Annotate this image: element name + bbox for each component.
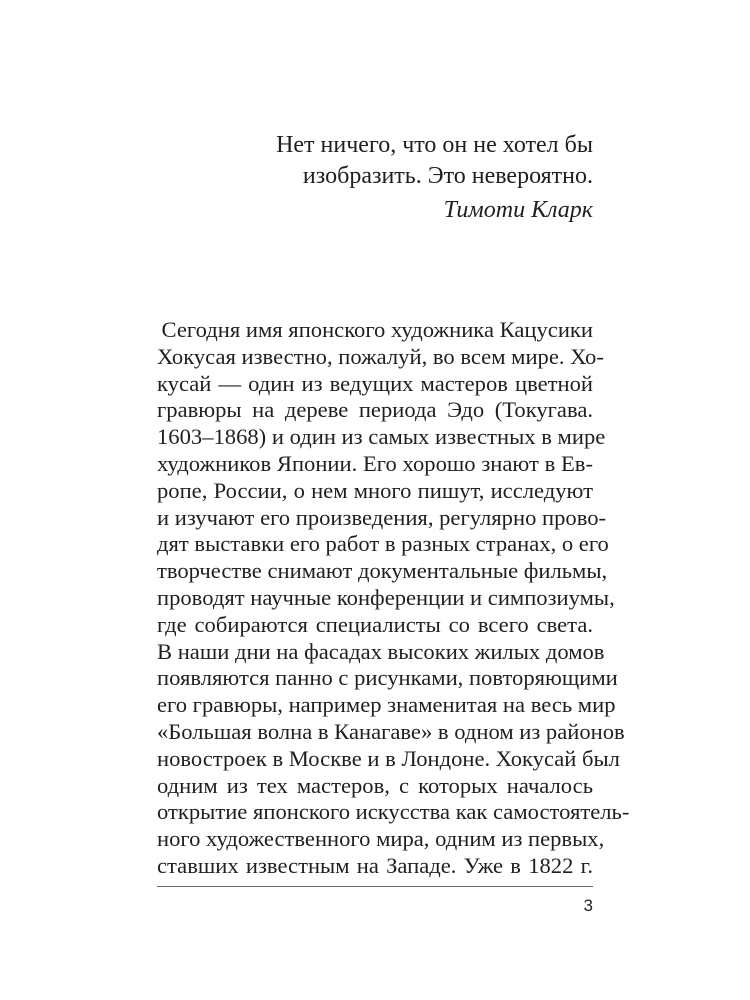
page-number: 3 — [583, 896, 593, 915]
text-line: новостроек в Москве и в Лондоне. Хокусай был — [157, 745, 620, 771]
epigraph-line: изобразить. Это невероятно. — [302, 163, 593, 189]
text-line: В наши дни на фасадах высоких жилых домов — [157, 638, 605, 664]
text-line: 1603–1868) и один из самых известных в мире — [157, 424, 606, 450]
text-line: появляются панно с рисунками, повторяющими — [157, 665, 618, 691]
text-line: открытие японского искусства как самостоятель- — [157, 799, 630, 825]
text-line: Сегодня имя японского художника Кацусики — [161, 317, 593, 342]
footer-divider — [157, 886, 593, 887]
text-line: одним из тех мастеров, с которых началось — [157, 772, 593, 798]
text-line: ставших известным на Западе. Уже в 1822 г. — [157, 852, 593, 878]
text-line: дят выставки его работ в разных странах, о его — [157, 531, 609, 557]
text-line: где собираются специалисты со всего света. — [157, 611, 593, 637]
text-line: ропе, России, о нем много пишут, исследуют — [157, 477, 593, 503]
epigraph-line: Нет ничего, что он не хотел бы — [276, 132, 593, 158]
text-line: проводят научные конференции и симпозиумы, — [157, 584, 615, 610]
text-line: и изучают его произведения, регулярно прово- — [157, 504, 607, 530]
text-line: творчестве снимают документальные фильмы, — [157, 558, 608, 584]
text-line: Хокусая известно, пожалуй, во всем мире. Хо- — [157, 343, 604, 369]
text-line: его гравюры, например знаменитая на весь мир — [157, 692, 616, 718]
body-paragraph — [157, 317, 630, 880]
epigraph-author: Тимоти Кларк — [443, 197, 593, 223]
text-line: «Большая волна в Канагаве» в одном из районов — [157, 718, 625, 744]
text-line: гравюры на дереве периода Эдо (Токугава. — [157, 397, 593, 423]
epigraph — [276, 130, 593, 226]
text-line: ного художественного мира, одним из первых, — [157, 826, 605, 852]
text-line: кусай — один из ведущих мастеров цветной — [157, 370, 593, 396]
text-line: художников Японии. Его хорошо знают в Ев- — [157, 450, 593, 476]
